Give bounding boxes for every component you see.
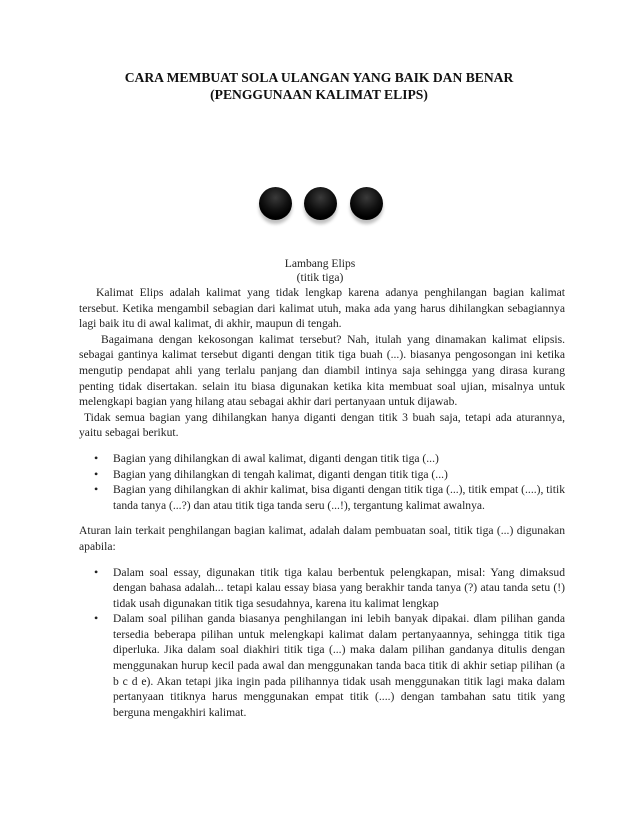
caption-line-1: Lambang Elips [284,257,356,270]
list-item: • Bagian yang dihilangkan di akhir kalimat, bisa diganti dengan titik tiga (...), titik empat (....), titik tanda tanya (...?) dan atau titik tiga tanda seru (...!), tergantung kalimat awalnya. [94,482,565,512]
title-line-2: (PENGGUNAAN KALIMAT ELIPS) [210,87,428,102]
document-title [60,69,578,103]
image-caption [255,257,385,285]
ellipsis-dot [259,187,292,220]
list-item: • Bagian yang dihilangkan di awal kalimat, diganti dengan titik tiga (...) [94,450,439,465]
document-body [79,285,565,720]
bullet-icon: • [94,564,99,579]
ellipsis-dot [304,187,337,220]
paragraph-definition: Kalimat Elips adalah kalimat yang tidak lengkap karena adanya penghilangan bagian kalimat tersebut. Ketika mengambil sebagian dari kalimat utuh, maka ada yang harus dihilangkan sebagiannya lagi baik itu di awal kalimat, di akhir, maupun di tengah. [79,286,565,331]
bullet-icon: • [94,611,99,626]
list-item: • Dalam soal pilihan ganda biasanya penghilangan ini lebih banyak dipakai. dlam pilihan ganda tersedia beberapa pilihan untuk melengkapi kalimat dalam pertanyaannya, sehingga titik tiga diperluka. Jika dalam soal diakhiri titik tiga (...) maka dalam pilihan gandanya ditulis dengan menggunakan hurup kecil pada awal dan menggunakan tanda baca titik di akhir setiap pilihan (a b c d e). Akan tetapi jika ingin pada pilihannya tidak usah menggunakan titik lagi maka dalam pertanyaan titiknya harus menggunakan empat titik (....) dengan tambahan satu titik yang berguna mengakhiri kalimat. [94,611,565,719]
title-line-1: CARA MEMBUAT SOLA ULANGAN YANG BAIK DAN BENAR [124,70,514,85]
ellipsis-dot [350,187,383,220]
list-item: • Dalam soal essay, digunakan titik tiga kalau berbentuk pelengkapan, misal: Yang dimaksud dengan bahasa adalah... tetapi kalau essay biasa yang berakhir tanda tanya (?) atau tanda setu (!) tidak usah digunakan titik tiga sesudahnya, karena itu kalimat lengkap [94,564,565,610]
rules-list [79,451,565,513]
bullet-icon: • [94,482,99,497]
usage-list [79,565,565,721]
list-item: • Bagian yang dihilangkan di tengah kalimat, diganti dengan titik tiga (...) [94,466,448,481]
ellipsis-symbol-image [259,187,384,227]
bullet-icon: • [94,466,99,481]
caption-line-2: (titik tiga) [296,271,344,284]
bullet-icon: • [94,450,99,465]
paragraph-ellipsis-usage: Bagaimana dengan kekosongan kalimat tersebut? Nah, itulah yang dinamakan kalimat elipsis. sebagai gantinya kalimat tersebut diganti dengan titik tiga buah (...). biasanya pengosongan ini ketika mengutip pendapat ahli yang terlalu panjang dan diambil intinya saja sehingga yang dirasa kurang penting tidak disertakan. selain itu biasa digunakan ketika kita membuat soal ujian, misalnya untuk melengkapi bagian yang hilang atau sebagai akhir dari pertanyaan untuk dijawab. [79,332,565,409]
paragraph-rules-intro: Tidak semua bagian yang dihilangkan hanya diganti dengan titik 3 buah saja, tetapi ada aturannya, yaitu sebagai berikut. [79,410,565,440]
paragraph-other-rules: Aturan lain terkait penghilangan bagian kalimat, adalah dalam pembuatan soal, titik tiga (...) digunakan apabila: [79,524,565,553]
